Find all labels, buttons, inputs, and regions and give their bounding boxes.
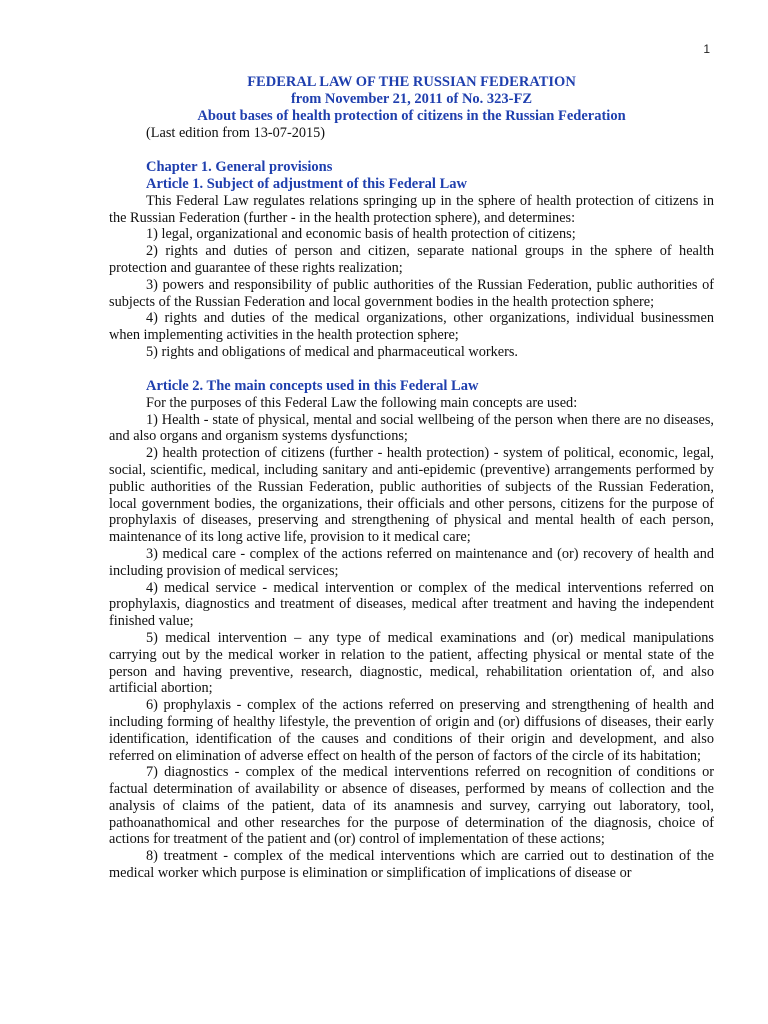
paragraph: 2) rights and duties of person and citizen, separate national groups in the sphere of health protection and guarantee of these rights realization; [109,243,714,276]
page-number: 1 [703,42,710,56]
paragraph: This Federal Law regulates relations springing up in the sphere of health protection of citizens in the Russian Federation (further - in the health protection sphere), and determines: [109,192,714,226]
paragraph: 7) diagnostics - complex of the medical interventions referred on recognition of conditions or factual determination of availability or absence of diseases, performed by means of collection and the analysis of claims of the patient, data of its anamnesis and survey, carrying out laboratory, tool, pathoanathomical and other researches for the purpose of determination of the diagnosis, choice of actions for treatment of the patient and (or) control of implementation of these actions; [109,764,714,848]
paragraph: 1) legal, organizational and economic basis of health protection of citizens; [146,226,576,243]
document-date: from November 21, 2011 of No. 323-FZ [290,91,533,107]
article-2-body [109,395,714,882]
article-1-heading: Article 1. Subject of adjustment of this Federal Law [146,175,467,192]
paragraph: 4) medical service - medical intervention or complex of the medical interventions referred on prophylaxis, diagnostics and treatment of diseases, medical after treatment and having the independent finished value; [109,579,714,630]
paragraph: 1) Health - state of physical, mental and social wellbeing of the person when there are no diseases, and also organs and organism systems dysfunctions; [109,411,714,445]
paragraph: 4) rights and duties of the medical organizations, other organizations, individual businessmen when implementing activities in the health protection sphere; [109,310,714,344]
paragraph: 8) treatment - complex of the medical interventions which are carried out to destination of the medical worker which purpose is elimination or simplification of implications of disease or [109,848,714,882]
article-2-heading: Article 2. The main concepts used in this Federal Law [146,377,479,394]
paragraph: 5) rights and obligations of medical and pharmaceutical workers. [146,343,518,360]
paragraph: 6) prophylaxis - complex of the actions referred on preserving and strengthening of health and including forming of healthy lifestyle, the prevention of origin and (or) diffusions of diseases, their early identification, identification of the causes and conditions of their origin and development, and also referred on elimination of adverse effect on health of the person of factors of the circle of its habitation; [109,697,714,764]
paragraph: 3) powers and responsibility of public authorities of the Russian Federation, public authorities of subjects of the Russian Federation and local government bodies in the health protection sphere; [109,276,714,310]
document-subject: About bases of health protection of citizens in the Russian Federation [197,108,626,124]
article-1-body [109,193,714,361]
paragraph: 5) medical intervention – any type of medical examinations and (or) medical manipulations carrying out by the medical worker in relation to the patient, affecting physical or mental state of the person and having preventive, research, diagnostic, medical, rehabilitation orientation of, and also artificial abortion; [109,629,714,697]
document-title: FEDERAL LAW OF THE RUSSIAN FEDERATION [247,74,576,90]
paragraph: 3) medical care - complex of the actions referred on maintenance and (or) recovery of health and including provision of medical services; [109,545,714,579]
paragraph: For the purposes of this Federal Law the following main concepts are used: [146,394,578,411]
document-body [109,74,714,882]
chapter-heading: Chapter 1. General provisions [146,158,333,175]
paragraph: 2) health protection of citizens (further - health protection) - system of political, economic, legal, social, scientific, medical, including sanitary and anti-epidemic (preventive) arrangements performed by public authorities of the Russian Federation, public authorities of subjects of the Russian Federation, local government bodies, the organizations, their officials and other persons, citizens for the purpose of prophylaxis of diseases, preserving and strengthening of physical and mental health of each person, maintenance of its long active life, provision to it medical care; [109,445,714,546]
edition-note: (Last edition from 13-07-2015) [146,125,326,141]
